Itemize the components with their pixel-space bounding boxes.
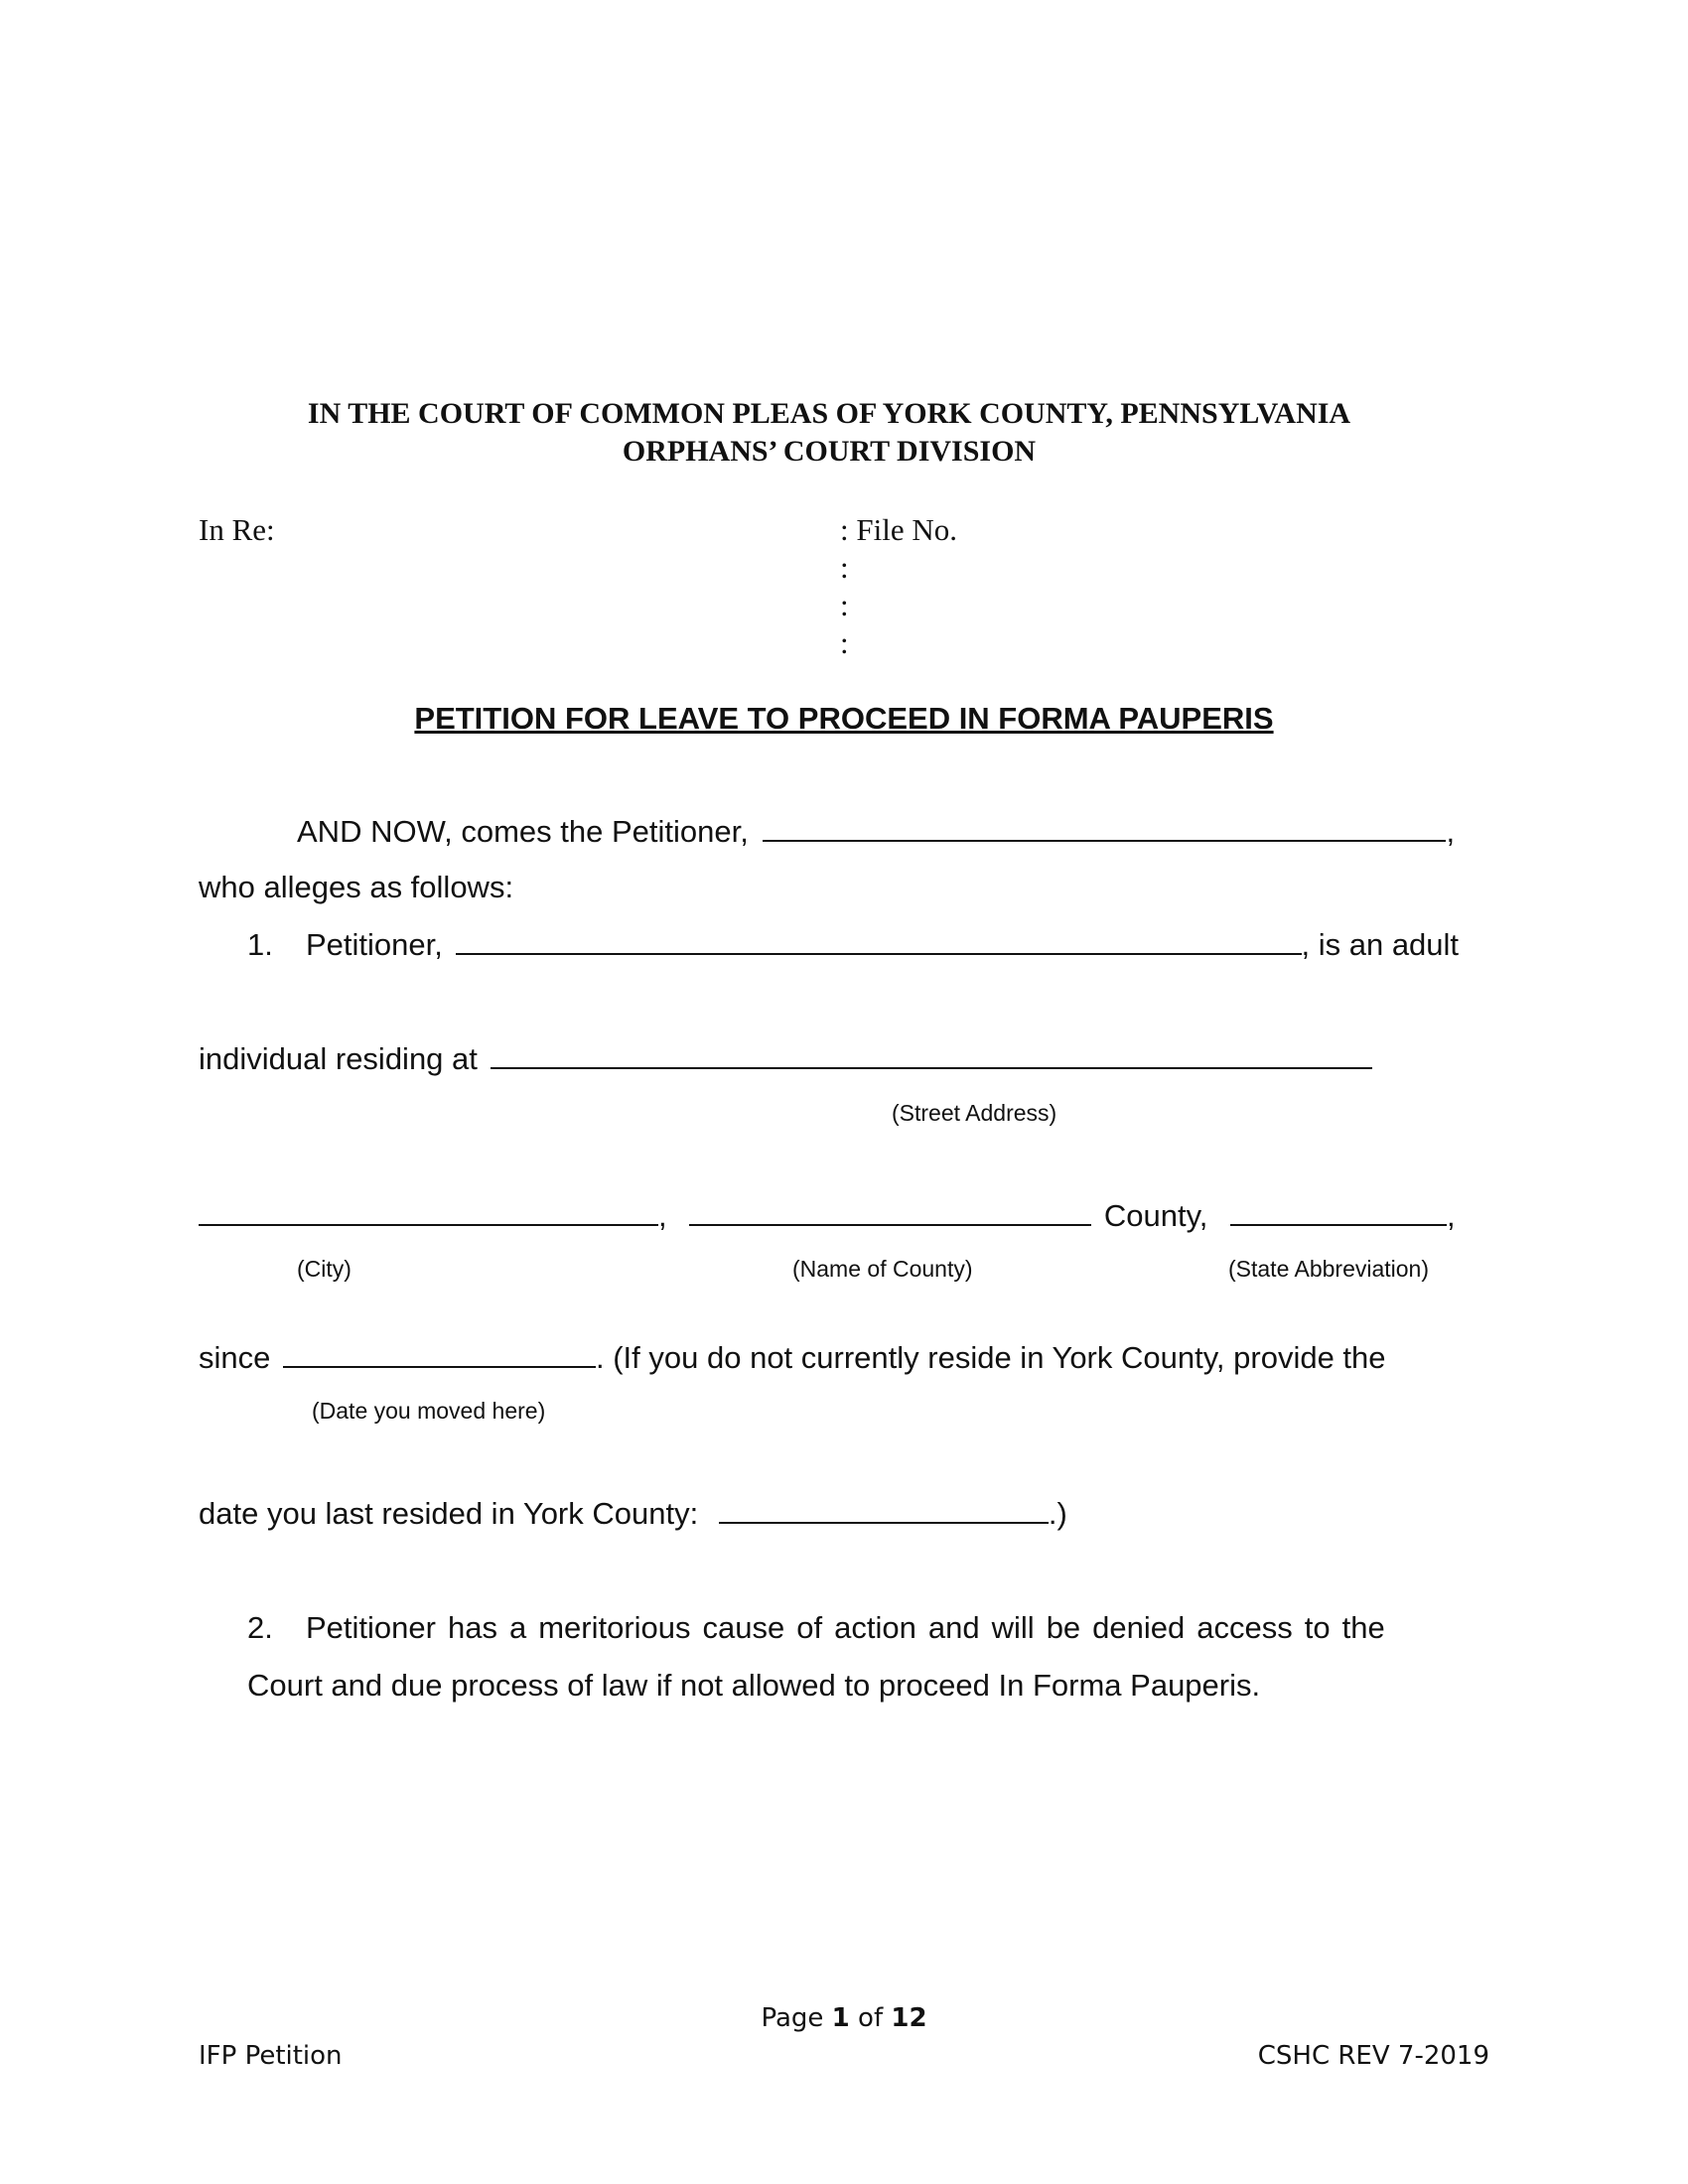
since-line <box>199 1340 1386 1376</box>
intro-prefix: AND NOW, comes the Petitioner, <box>297 814 749 849</box>
para1-suffix: , is an adult <box>1301 927 1460 962</box>
court-heading: IN THE COURT OF COMMON PLEAS OF YORK COUNTY, PENNSYLVANIA <box>307 397 1351 430</box>
street-address-label: (Street Address) <box>892 1100 1057 1126</box>
petition-title: PETITION FOR LEAVE TO PROCEED IN FORMA PAUPERIS <box>414 701 1274 736</box>
street-address-field[interactable] <box>491 1066 1372 1069</box>
residing-line <box>199 1041 1372 1077</box>
petitioner-name-field-2[interactable] <box>456 952 1302 955</box>
last-resided-line <box>199 1496 1067 1532</box>
state-label: (State Abbreviation) <box>1228 1256 1430 1282</box>
since-label: since <box>199 1340 271 1375</box>
last-resided-label: date you last resided in York County: <box>199 1496 699 1531</box>
para1-number: 1. <box>247 927 273 962</box>
page-current: 1 <box>831 2003 850 2033</box>
intro-second-line: who alleges as follows: <box>199 870 514 904</box>
of-word: of <box>858 2003 884 2033</box>
in-re-label: In Re: <box>199 512 275 547</box>
intro-comma: , <box>1446 814 1456 849</box>
county-word: County, <box>1103 1198 1208 1233</box>
city-label: (City) <box>297 1256 352 1282</box>
county-label: (Name of County) <box>792 1256 973 1282</box>
file-no-label: : File No. <box>840 512 957 547</box>
city-county-line <box>199 1198 1456 1234</box>
city-field[interactable] <box>199 1223 658 1226</box>
city-comma: , <box>658 1198 667 1233</box>
para2-number: 2. <box>247 1610 273 1645</box>
para1-line <box>306 927 1459 963</box>
para2-line2: Court and due process of law if not allowed to proceed In Forma Pauperis. <box>247 1668 1261 1703</box>
petitioner-name-field[interactable] <box>763 839 1446 842</box>
page-total: 12 <box>891 2003 927 2033</box>
court-division: ORPHANS’ COURT DIVISION <box>622 435 1037 468</box>
para2-line1: Petitioner has a meritorious cause of action and will be denied access to the <box>306 1610 1385 1645</box>
page-word: Page <box>761 2003 824 2033</box>
date-moved-field[interactable] <box>283 1365 596 1368</box>
page-number <box>199 2003 1489 2033</box>
intro-line <box>297 814 1455 850</box>
last-resided-suffix: .) <box>1048 1496 1067 1531</box>
footer-right: CSHC REV 7-2019 <box>1257 2041 1489 2071</box>
since-suffix: . (If you do not currently reside in York County, provide the <box>596 1340 1386 1375</box>
residing-label: individual residing at <box>199 1041 478 1076</box>
para1-prefix: Petitioner, <box>306 927 443 962</box>
state-field[interactable] <box>1230 1223 1447 1226</box>
county-field[interactable] <box>689 1223 1091 1226</box>
caption-colon: : <box>840 625 849 660</box>
caption-colon: : <box>840 550 849 585</box>
state-comma: , <box>1447 1198 1456 1233</box>
last-resided-date-field[interactable] <box>719 1521 1049 1524</box>
caption-colon: : <box>840 588 849 622</box>
footer-left: IFP Petition <box>199 2041 343 2071</box>
date-moved-label: (Date you moved here) <box>312 1398 546 1424</box>
